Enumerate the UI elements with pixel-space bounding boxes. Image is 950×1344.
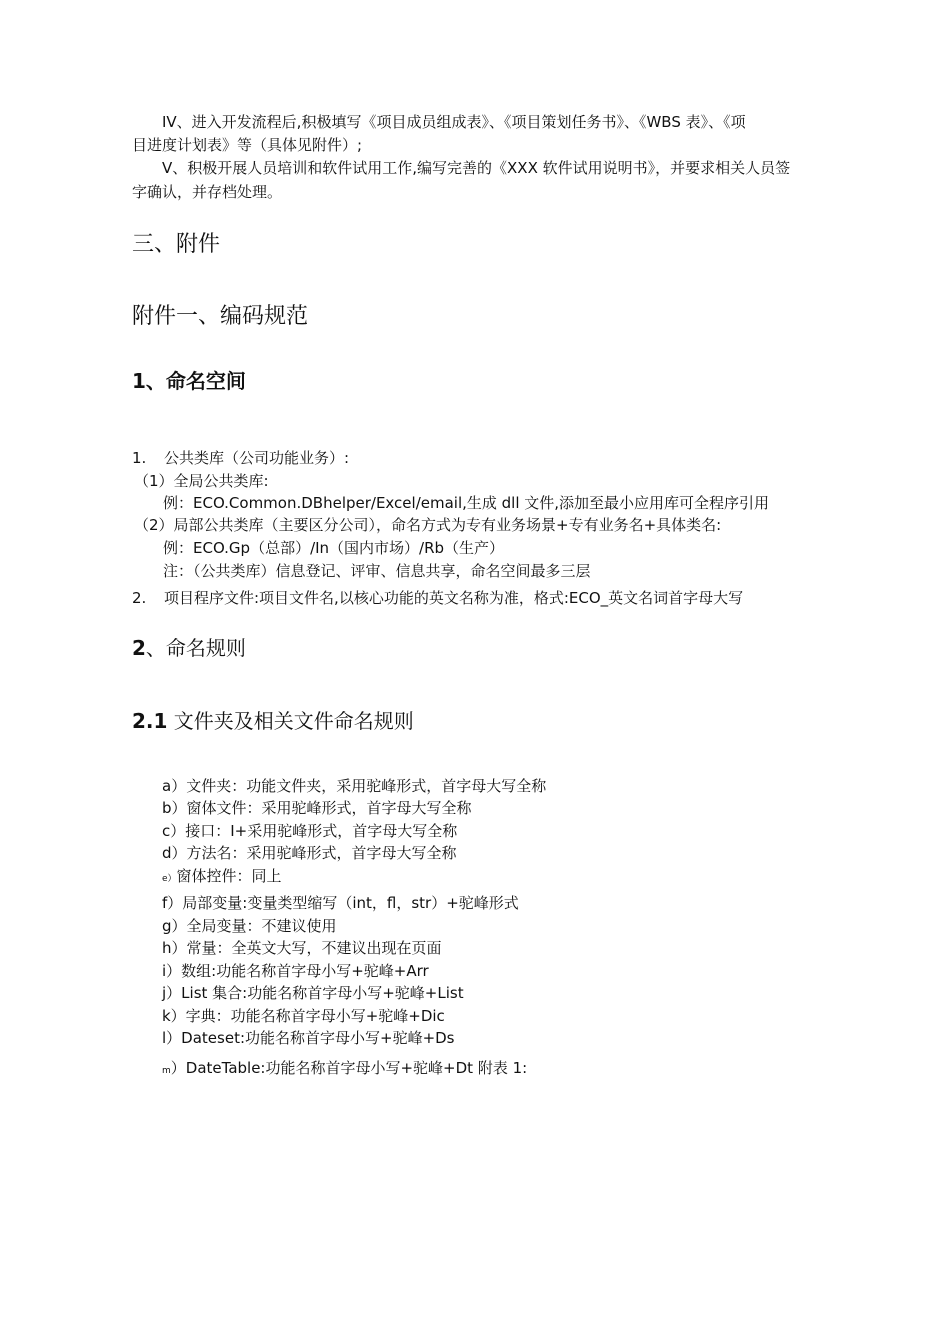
list-item: c）接口：I+采用驼峰形式，首字母大写全称 [162,822,458,840]
list-item-m-text: ）DateTable:功能名称首字母小写+驼峰+Dt 附表 1: [170,1059,528,1077]
folder-rules-heading [132,711,414,731]
section-3-heading: 三、附件 [132,232,221,257]
list-item-m-prefix: m [162,1066,171,1076]
list-item: l）Dateset:功能名称首字母小写+驼峰+Ds [162,1029,455,1047]
naming-rules-heading-text: 、命名规则 [145,636,246,660]
list-item: g）全局变量：不建议使用 [162,917,337,935]
list-item: f）局部变量:变量类型缩写（int，fl，str）+驼峰形式 [162,894,519,912]
folder-rules-heading-text: 文件夹及相关文件命名规则 [167,709,414,733]
namespace-sub-2: （2）局部公共类库（主要区分公司），命名方式为专有业务场景+专有业务名+具体类名: [134,516,722,534]
namespace-sub-1-example: 例：ECO.Common.DBhelper/Excel/email,生成 dll 文件,添加至最小应用库可全程序引用 [163,494,770,512]
naming-rules-heading-number: 2 [132,636,146,660]
list-item-e [162,869,282,884]
intro-line-2: 目进度计划表》等（具体见附件）; [132,136,363,154]
list-item: h）常量：全英文大写，不建议出现在页面 [162,939,442,957]
appendix-1-heading: 附件一、编码规范 [132,304,309,329]
namespace-item-1-text: 公共类库（公司功能业务）: [164,449,350,467]
folder-rules-heading-number: 2.1 [132,709,168,733]
namespace-item-1-number: 1. [132,449,147,467]
namespace-sub-2-example: 例：ECO.Gp（总部）/In（国内市场）/Rb（生产） [163,539,505,557]
list-item-e-text: 窗体控件：同上 [176,867,282,885]
naming-rules-heading [132,638,246,658]
list-item: d）方法名：采用驼峰形式，首字母大写全称 [162,844,457,862]
intro-line-3: V、积极开展人员培训和软件试用工作,编写完善的《XXX 软件试用说明书》，并要求相关人员签 [162,159,791,177]
intro-line-4: 字确认，并存档处理。 [132,183,283,201]
namespace-item-2-text: 项目程序文件:项目文件名,以核心功能的英文名称为准，格式:ECO_英文名词首字母大写 [164,589,744,607]
namespace-heading: 1、命名空间 [132,369,246,393]
intro-line-1: IV、进入开发流程后,积极填写《项目成员组成表》、《项目策划任务书》、《WBS 表》、《项 [162,113,746,131]
list-item: j）List 集合:功能名称首字母小写+驼峰+List [162,984,464,1002]
namespace-sub-2-note: 注：（公共类库）信息登记、评审、信息共享，命名空间最多三层 [163,562,591,580]
list-item: i）数组:功能名称首字母小写+驼峰+Arr [162,962,429,980]
namespace-sub-1: （1）全局公共类库: [134,472,269,490]
list-item-m [162,1061,527,1076]
list-item: k）字典：功能名称首字母小写+驼峰+Dic [162,1007,445,1025]
list-item: a）文件夹：功能文件夹，采用驼峰形式，首字母大写全称 [162,777,547,795]
list-item-e-prefix: e） [162,874,177,884]
list-item: b）窗体文件：采用驼峰形式，首字母大写全称 [162,799,472,817]
namespace-item-2-number: 2. [132,589,147,607]
